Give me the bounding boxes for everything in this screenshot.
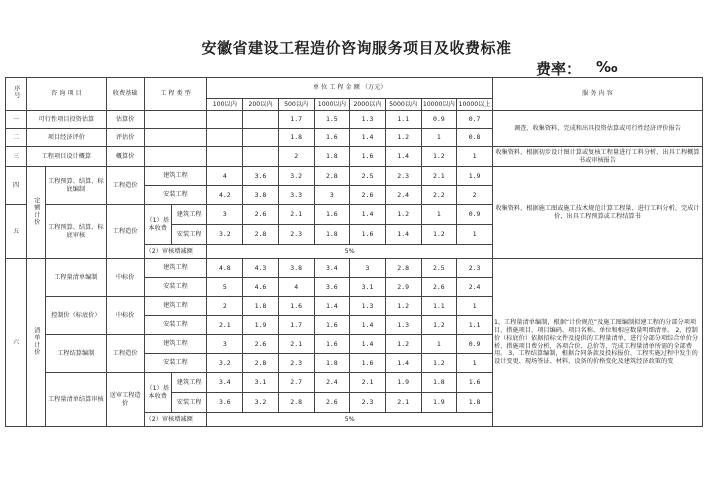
table-row [6, 147, 703, 167]
bracket-header: 200以内 [243, 99, 279, 111]
row-item: 工程项目设计概算 [26, 147, 106, 167]
header-basis: 收费基础 [106, 78, 144, 111]
row-sub: （1）基本收费 [144, 373, 171, 413]
value-cell: 1 [421, 335, 457, 354]
row-item: 工程量清单结算审核 [45, 373, 106, 427]
value-cell: 1.4 [385, 225, 421, 245]
value-cell: 3 [207, 205, 243, 225]
value-cell: 1.1 [385, 111, 421, 129]
value-cell: 3 [314, 186, 350, 205]
header-content: 服 务 内 容 [492, 78, 702, 111]
value-cell [243, 129, 279, 147]
value-cell: 0.9 [457, 335, 493, 354]
row-type: 安装工程 [144, 278, 207, 297]
row-seq: 一 [6, 111, 27, 129]
value-cell: 2.4 [314, 373, 350, 393]
value-cell: 1.2 [385, 129, 421, 147]
value-cell: 3.8 [243, 186, 279, 205]
value-cell: 1 [421, 129, 457, 147]
value-cell: 1.8 [457, 393, 493, 413]
row-basis: 送审工程造价 [106, 373, 144, 427]
row-type: 安装工程 [144, 316, 207, 335]
row-sub: （1）基本收费 [144, 205, 171, 245]
value-cell: 3.2 [278, 167, 314, 186]
value-cell: 4.3 [243, 259, 279, 278]
value-cell: 1.9 [385, 373, 421, 393]
value-cell: 0.8 [457, 129, 493, 147]
value-cell: 2.8 [243, 225, 279, 245]
fee-table [5, 77, 703, 427]
value-cell: 0.7 [457, 111, 493, 129]
value-cell: 2.4 [457, 278, 493, 297]
page-title: 安徽省建设工程造价咨询服务项目及收费标准 [201, 39, 512, 57]
value-cell: 3.8 [278, 259, 314, 278]
value-cell: 2.3 [350, 393, 386, 413]
value-cell: 2.6 [421, 278, 457, 297]
value-cell [207, 129, 243, 147]
row-type: 建筑工程 [171, 205, 207, 225]
value-cell: 1.4 [314, 297, 350, 316]
value-cell: 1.2 [385, 297, 421, 316]
value-cell: 0.9 [421, 111, 457, 129]
row-type: 建筑工程 [144, 297, 207, 316]
extra-label: （2）审核增减额 [144, 413, 207, 427]
value-cell: 3 [207, 335, 243, 354]
value-cell: 1.8 [243, 297, 279, 316]
value-cell: 4.8 [207, 259, 243, 278]
value-cell: 2.6 [243, 335, 279, 354]
value-cell: 1 [457, 297, 493, 316]
value-cell: 2.3 [278, 354, 314, 373]
row-seq: 四 [6, 167, 27, 205]
header-price-group: 单 位 工 程 金 额 （万元） [207, 78, 492, 99]
row-basis: 评估价 [106, 129, 144, 147]
row-item: 工程预算、结算、标底编制 [45, 167, 106, 205]
row-seq: 六 [6, 259, 27, 427]
value-cell: 1.6 [314, 335, 350, 354]
row-basis: 估算价 [106, 111, 144, 129]
row-type: 建筑工程 [144, 335, 207, 354]
row-type: 安装工程 [144, 354, 207, 373]
value-cell: 1.2 [385, 335, 421, 354]
value-cell: 1.5 [314, 111, 350, 129]
value-cell: 2.8 [314, 167, 350, 186]
rate-label: 费率： [536, 60, 582, 78]
value-cell: 4 [207, 167, 243, 186]
value-cell: 2.6 [314, 393, 350, 413]
value-cell: 1.6 [314, 205, 350, 225]
value-cell: 1.3 [350, 111, 386, 129]
group-label: 清单计价 [26, 259, 45, 427]
value-cell: 1.2 [421, 316, 457, 335]
value-cell: 2.2 [421, 186, 457, 205]
value-cell: 1.8 [314, 354, 350, 373]
bracket-header: 10000以上 [457, 99, 493, 111]
value-cell: 2.1 [385, 393, 421, 413]
header-item: 咨 询 项 目 [26, 78, 106, 111]
value-cell: 1.6 [457, 373, 493, 393]
value-cell: 3.6 [314, 278, 350, 297]
bracket-header: 1000以内 [314, 99, 350, 111]
row-seq: 三 [6, 147, 27, 167]
value-cell: 3.1 [243, 373, 279, 393]
value-cell: 2.8 [385, 259, 421, 278]
value-cell: 4.6 [243, 278, 279, 297]
value-cell: 3.1 [350, 278, 386, 297]
row-basis: 概算价 [106, 147, 144, 167]
value-cell [243, 111, 279, 129]
value-cell: 1.4 [385, 147, 421, 167]
value-cell: 1.1 [421, 297, 457, 316]
value-cell: 2.1 [350, 373, 386, 393]
value-cell: 2 [457, 186, 493, 205]
value-cell: 2.6 [350, 186, 386, 205]
group-label: 定额计价 [26, 167, 45, 259]
row-type [144, 111, 207, 129]
value-cell: 2.1 [278, 335, 314, 354]
value-cell: 1.6 [278, 297, 314, 316]
value-cell: 1 [457, 354, 493, 373]
value-cell: 1 [421, 205, 457, 225]
value-cell: 2.5 [421, 259, 457, 278]
value-cell: 1.7 [278, 111, 314, 129]
value-cell: 1.7 [278, 316, 314, 335]
row-type: 建筑工程 [171, 373, 207, 393]
value-cell: 1.1 [457, 316, 493, 335]
header-type: 工 程 类 型 [144, 78, 207, 111]
value-cell: 1.3 [385, 316, 421, 335]
row-item: 项目经济评价 [26, 129, 106, 147]
value-cell: 1.8 [421, 373, 457, 393]
row-basis: 中标价 [106, 259, 144, 297]
value-cell [207, 147, 243, 167]
value-cell: 2.1 [278, 205, 314, 225]
value-cell: 1.9 [421, 393, 457, 413]
value-cell: 1.2 [385, 205, 421, 225]
extra-label: （2）审核增减额 [144, 245, 207, 259]
value-cell: 1.4 [350, 205, 386, 225]
value-cell: 1.4 [350, 335, 386, 354]
row-type: 安装工程 [171, 225, 207, 245]
value-cell: 2.3 [385, 167, 421, 186]
value-cell: 1.3 [350, 297, 386, 316]
value-cell: 1.4 [350, 316, 386, 335]
bracket-header: 5000以内 [385, 99, 421, 111]
value-cell: 3.6 [243, 167, 279, 186]
value-cell: 2.3 [278, 225, 314, 245]
value-cell: 1.8 [314, 147, 350, 167]
value-cell: 1.4 [350, 129, 386, 147]
value-cell: 3.2 [207, 225, 243, 245]
value-cell: 3.6 [207, 393, 243, 413]
value-cell [243, 147, 279, 167]
row-basis: 工程造价 [106, 167, 144, 205]
value-cell: 1.8 [314, 225, 350, 245]
extra-value: 5% [207, 413, 492, 427]
row-type [144, 129, 207, 147]
value-cell: 1.6 [350, 147, 386, 167]
value-cell: 2.6 [243, 205, 279, 225]
row-type: 安装工程 [144, 186, 207, 205]
value-cell: 1.6 [314, 316, 350, 335]
value-cell: 1.6 [314, 129, 350, 147]
row-type: 建筑工程 [144, 259, 207, 278]
value-cell: 1.6 [350, 354, 386, 373]
value-cell: 2.1 [421, 167, 457, 186]
value-cell: 1 [457, 225, 493, 245]
value-cell: 3.3 [278, 186, 314, 205]
row-item: 工程量清单编制 [45, 259, 106, 297]
service-content: 收集资料，根据初步设计图计算或复核工程量进行工料分析，出具工程概算书或审核报告 [492, 147, 702, 167]
value-cell: 0.9 [457, 205, 493, 225]
value-cell: 2.8 [243, 354, 279, 373]
value-cell: 1.2 [421, 354, 457, 373]
bracket-header: 10000以内 [421, 99, 457, 111]
row-item: 工程结算编制 [45, 335, 106, 373]
value-cell: 1.9 [243, 316, 279, 335]
row-type [144, 147, 207, 167]
value-cell: 3.2 [207, 354, 243, 373]
service-content: 收集资料，根据施工图或施工技术规范计算工程量、进行工料分析、完成计价，出具工程预算或工程结算书 [492, 167, 702, 259]
row-seq: 二 [6, 129, 27, 147]
service-content: 调查、收集资料，完成和出具投资估算或可行性经济评价报告 [492, 111, 702, 147]
row-type: 安装工程 [171, 393, 207, 413]
value-cell: 1.9 [457, 167, 493, 186]
bracket-header: 100以内 [207, 99, 243, 111]
value-cell: 3 [350, 259, 386, 278]
row-item: 工程预算、结算、标底审核 [45, 205, 106, 259]
value-cell [207, 111, 243, 129]
header-seq: 序号 [6, 78, 27, 111]
value-cell: 1 [457, 147, 493, 167]
value-cell: 4 [278, 278, 314, 297]
value-cell: 1.8 [278, 129, 314, 147]
value-cell: 2.5 [350, 167, 386, 186]
value-cell: 3.4 [207, 373, 243, 393]
value-cell: 4.2 [207, 186, 243, 205]
value-cell: 3.4 [314, 259, 350, 278]
value-cell: 2.3 [457, 259, 493, 278]
value-cell: 5 [207, 278, 243, 297]
row-item: 可行性项目投资估算 [26, 111, 106, 129]
row-basis: 工程造价 [106, 205, 144, 259]
bracket-header: 500以内 [278, 99, 314, 111]
service-content: 1、工程量清单编制，根据“计价规范”及施工图编制拟建工程的分部分项项目、措施项目、项目编码、项目名称、单位和相应数量明细清单。 2、控制价（标底价）依据招标文件及提供的工程量清单，进行分部分项综合单价分析、措施项目费分析，各项合价、总价等，完成工程量清单所需的全部费用。 3、工程结算编制，根据合同条款及投标报价、工程实施过程中发生的设计变更、现场签证、材料、设备的价格变化及建筑经济政策的变 [492, 259, 702, 427]
table-row [6, 167, 703, 186]
value-cell: 2.8 [278, 393, 314, 413]
value-cell: 1.4 [385, 354, 421, 373]
value-cell: 2.7 [278, 373, 314, 393]
value-cell: 1.2 [421, 147, 457, 167]
extra-value: 5% [207, 245, 492, 259]
table-row [6, 111, 703, 129]
row-seq: 五 [6, 205, 27, 259]
rate-symbol: ‰ [596, 58, 618, 76]
value-cell: 1.6 [350, 225, 386, 245]
row-basis: 中标价 [106, 297, 144, 335]
row-item: 控制价（标底价） [45, 297, 106, 335]
bracket-header: 2000以内 [350, 99, 386, 111]
value-cell: 2 [278, 147, 314, 167]
row-type: 建筑工程 [144, 167, 207, 186]
value-cell: 2.9 [385, 278, 421, 297]
value-cell: 2.4 [385, 186, 421, 205]
value-cell: 1.2 [421, 225, 457, 245]
table-row [6, 259, 703, 278]
value-cell: 2 [207, 297, 243, 316]
row-basis: 工程造价 [106, 335, 144, 373]
value-cell: 3.2 [243, 393, 279, 413]
value-cell: 2.1 [207, 316, 243, 335]
